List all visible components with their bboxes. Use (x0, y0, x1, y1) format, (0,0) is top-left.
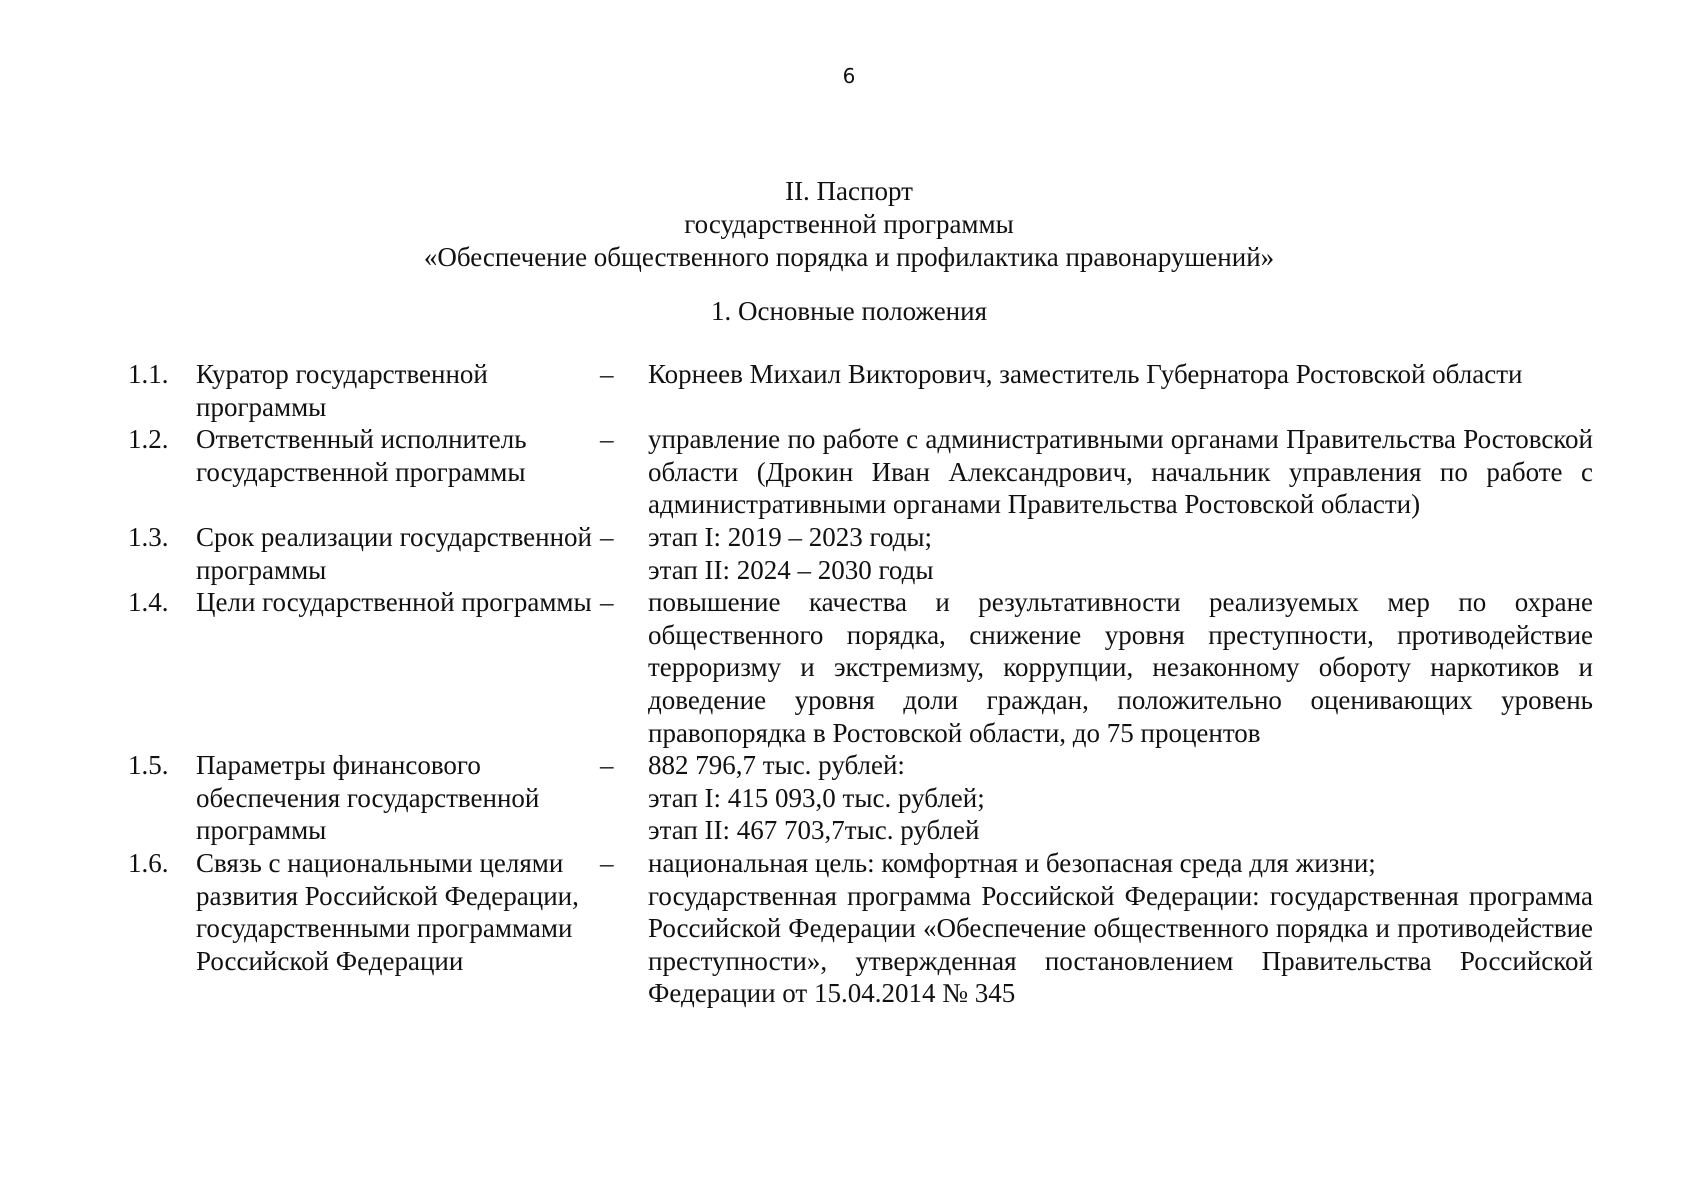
passport-row-1-1 (128, 358, 1593, 423)
passport-row-1-3 (128, 521, 1593, 586)
row-number: 1.5. (128, 750, 169, 781)
document-title (0, 175, 1698, 274)
title-line-2: государственной программы (684, 209, 1014, 239)
title-line-3: «Обеспечение общественного порядка и профилактика правонарушений» (423, 242, 1275, 272)
row-number: 1.2. (128, 424, 169, 455)
row-value-line: повышение качества и результативности реализуемых мер по охране общественного порядка, снижение уровня преступности, противодействие терроризму и экстремизму, коррупции, незаконному обороту наркотиков и доведение уровня доли граждан, положительно оценивающих уровень правопорядка в Ростовской области, до 75 процентов (648, 587, 1593, 748)
row-label: Связь с национальными целями развития Российской Федерации, государственными программами Российской Федерации (196, 847, 579, 976)
row-value (648, 423, 1593, 521)
row-dash: – (600, 359, 614, 389)
row-value-line: этап II: 467 703,7тыс. рублей (648, 815, 980, 846)
row-dash: – (600, 847, 614, 878)
passport-row-1-5 (128, 749, 1593, 847)
passport-row-1-6 (128, 847, 1593, 1010)
row-dash: – (600, 750, 614, 781)
row-label: Ответственный исполнитель государственной программы (196, 424, 527, 487)
row-label: Параметры финансового обеспечения государственной программы (196, 750, 540, 846)
row-label: Срок реализации государственной программы (196, 521, 593, 585)
passport-row-1-2 (128, 423, 1593, 521)
section-heading: 1. Основные положения (711, 296, 987, 326)
row-value (648, 586, 1593, 749)
row-value (648, 521, 1593, 586)
row-value-line: этап I: 2019 – 2023 годы; (648, 521, 933, 552)
row-value (648, 847, 1593, 1010)
row-dash: – (600, 587, 614, 618)
row-value-line: Корнеев Михаил Викторович, заместитель Губернатора Ростовской области (648, 359, 1523, 389)
row-number: 1.3. (128, 521, 169, 552)
row-value (648, 749, 1593, 847)
row-value-line: 882 796,7 тыс. рублей: (648, 750, 905, 781)
row-value-line: этап II: 2024 – 2030 годы (648, 554, 934, 585)
page-number: 6 (842, 64, 856, 88)
passport-row-1-4 (128, 586, 1593, 749)
row-dash: – (600, 521, 614, 552)
row-value-line: управление по работе с административными органами Правительства Ростовской области (Дрокин Иван Александрович, начальник управления по работе с административными органами Правительства Ростовской области) (648, 424, 1593, 520)
row-number: 1.6. (128, 847, 169, 878)
row-number: 1.4. (128, 587, 169, 618)
row-label: Цели государственной программы (196, 587, 592, 618)
row-label: Куратор государственной программы (196, 359, 488, 422)
row-number: 1.1. (128, 359, 169, 389)
row-dash: – (600, 424, 614, 455)
passport-table (128, 358, 1593, 1010)
row-value (648, 358, 1593, 391)
row-value-line: государственная программа Российской Федерации: государственная программа Российской Федерации «Обеспечение общественного порядка и противодействие преступности», утвержденная постановлением Правительства Российской Федерации от 15.04.2014 № 345 (648, 880, 1593, 1009)
title-line-1: II. Паспорт (785, 176, 913, 206)
row-value-line: национальная цель: комфортная и безопасная среда для жизни; (648, 847, 1376, 878)
row-value-line: этап I: 415 093,0 тыс. рублей; (648, 782, 985, 813)
